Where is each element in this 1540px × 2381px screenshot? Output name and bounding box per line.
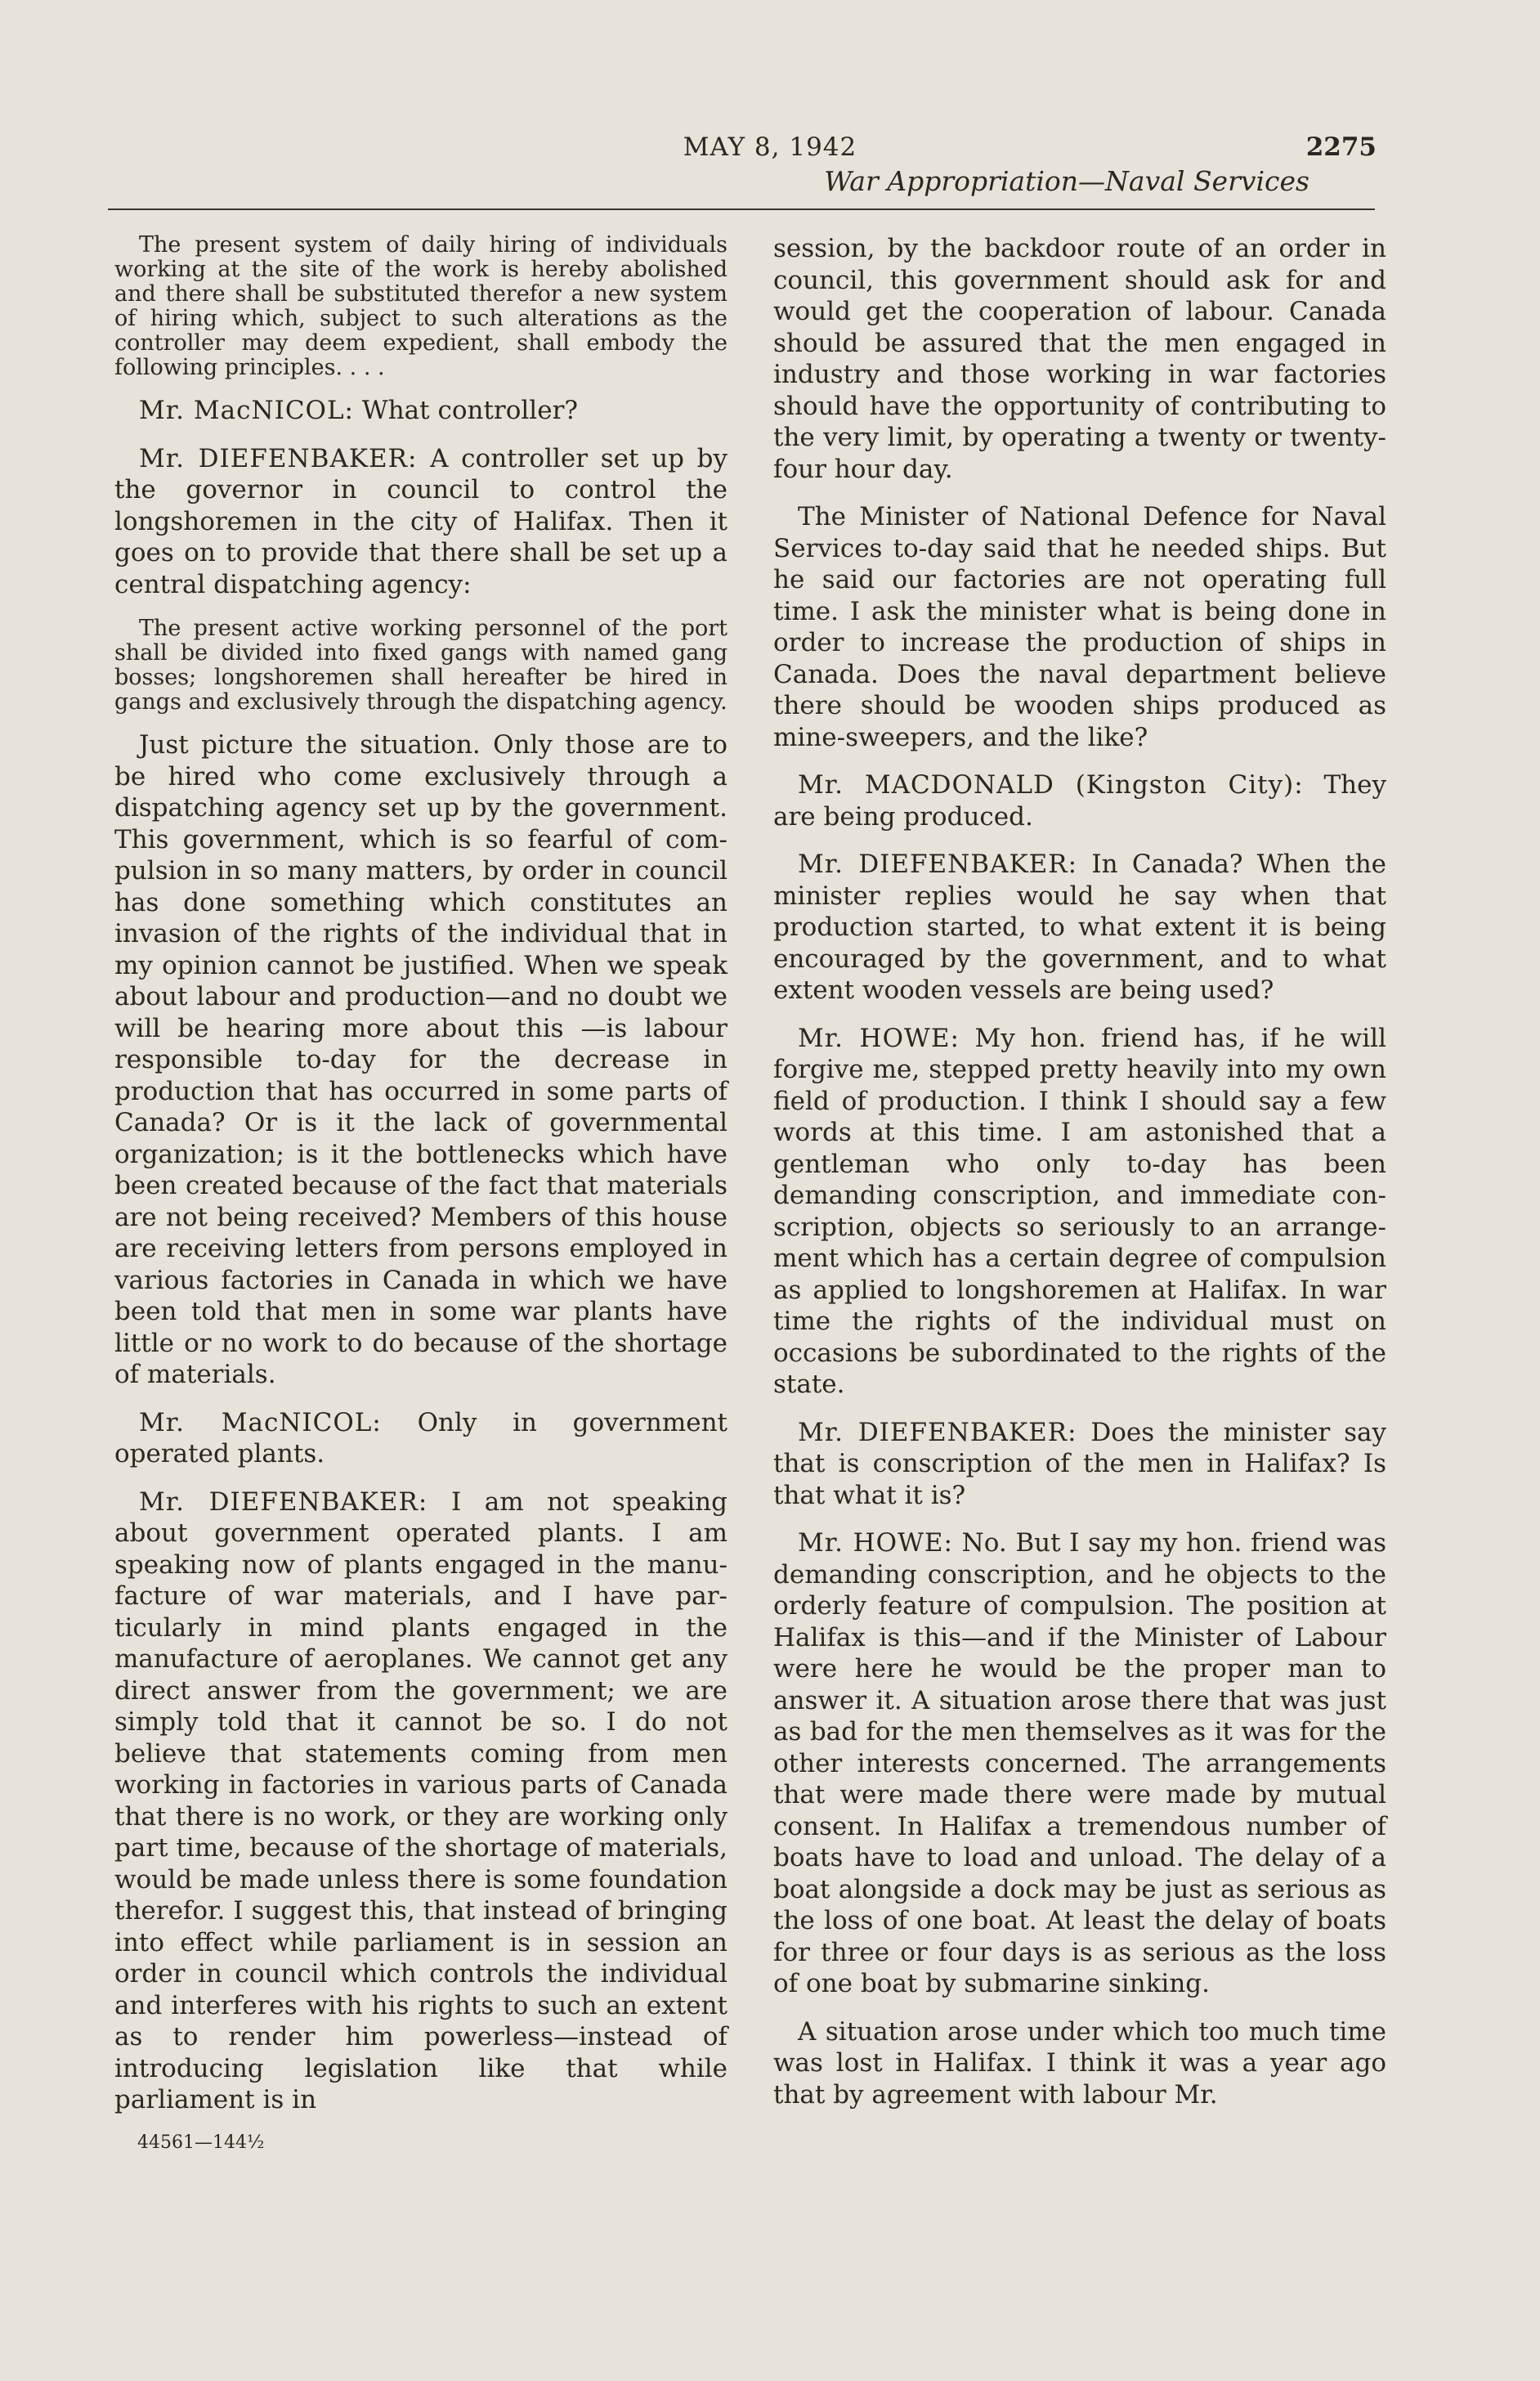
speech-text: No. But I say my hon. friend was demanding conscription, and he objects to the orderly feature of compulsion. The position at Halifax is this—and if the Minister of Labour were here he would be the proper man to answer it. A situation arose there that was just as bad for the men themselves as it was for the other interests concerned. The arrangements that were made there were made by mutual consent. In Halifax a tremendous number of boats have to load and unload. The delay of a boat alongside a dock may be just as serious as the loss of one boat. At least the delay of boats for three or four days is as serious as the loss of one boat by submarine sinking. (773, 1528, 1387, 1998)
speech-paragraph (114, 1407, 727, 1470)
speech-paragraph (773, 1417, 1386, 1512)
speaker-name: Mr. MacNICOL: (139, 396, 354, 425)
speech-paragraph (773, 1023, 1386, 1401)
header-rule (108, 209, 1375, 210)
speaker-name: Mr. HOWE: (798, 1023, 960, 1053)
speech-text: They are being produced. (773, 770, 1386, 832)
quoted-order-text: The present active working personnel of the port shall be divided into fixed gangs with named gang bosses; longshoremen shall hereafter be hired in gangs and exclusively through the dispatching agency. (114, 616, 727, 715)
left-column (114, 233, 727, 2153)
speaker-name: Mr. MacNICOL: (139, 1407, 382, 1437)
speaker-name: Mr. DIEFENBAKER: (139, 1486, 428, 1517)
page-date: MAY 8, 1942 (683, 132, 857, 162)
speaker-name: Mr. DIEFENBAKER: (798, 850, 1078, 879)
speech-paragraph (773, 769, 1386, 832)
continued-paragraph: session, by the backdoor route of an order in council, this government should ask for and would get the cooperation of labour. Canada should be assured that the men engaged in industry and those working in war factories should have the opportunity of contributing to the very limit, by operating a twenty or twenty-four hour day. (773, 234, 1386, 484)
speech-text: My hon. friend has, if he will forgive me, stepped pretty heavily into my own field of production. I think I should say a few words at this time. I am astonished that a gentleman who only to-day has been demanding conscription, and immediate conscription, objects so seriously to an arrangement which has a certain degree of compulsion as applied to longshoremen at Halifax. In war time the rights of the individual must on occasions be subordinated to the rights of the state. (773, 1023, 1386, 1399)
speech-paragraph (114, 443, 727, 601)
right-column (773, 233, 1386, 2127)
body-paragraph: A situation arose under which too much time was lost in Halifax. I think it was a year ago that by agreement with labour Mr. (773, 2016, 1386, 2110)
speech-paragraph (773, 1527, 1386, 2000)
print-code: 44561—144½ (137, 2132, 265, 2153)
speech-text: What controller? (361, 396, 579, 425)
speech-paragraph (114, 1486, 727, 2116)
body-paragraph: The Minister of National Defence for Naval Services to-day said that he needed ships. But he said our factories are not operating full time. I ask the minister what is being done in order to increase the production of ships in Canada. Does the naval department believe there should be wooden ships produced as mine-sweepers, and the like? (773, 502, 1386, 752)
speech-paragraph (114, 395, 727, 427)
speech-text: I am not speaking about government operated plants. I am speaking now of plants engaged in the manufacture of war materials, and I have particularly in mind plants engaged in the manufacture of aeroplanes. We cannot get any direct answer from the government; we are simply told that it cannot be so. I do not believe that statements coming from men working in factories in various parts of Canada that there is no work, or they are working only part time, because of the shortage of materials, would be made unless there is some foundation therefor. I suggest this, that instead of bringing into effect while parliament is in session an order in council which controls the individual and interferes with his rights to such an extent as to render him powerless—instead of introducing legislation like that while parliament is in (114, 1486, 727, 2114)
running-title: War Appropriation—Naval Services (824, 165, 1309, 197)
speaker-name: Mr. DIEFENBAKER: (139, 443, 418, 473)
speech-text: Only in government operated plants. (114, 1407, 727, 1469)
speaker-name: Mr. MACDONALD (Kingston City): (798, 770, 1304, 800)
speech-paragraph (773, 849, 1386, 1007)
speech-text: A controller set up by the governor in council to control the longshoremen in the city of Halifax. Then it goes on to provide that there shall be set up a central dispatching agency: (114, 443, 727, 599)
quoted-order-text: The present system of daily hiring of individuals working at the site of the work is hereby abolished and there shall be substituted therefor a new system of hiring which, subject to such alterations as the controller may deem expedient, shall embody the following principles. . . . (114, 232, 727, 380)
speaker-name: Mr. HOWE: (798, 1528, 954, 1558)
speaker-name: Mr. DIEFENBAKER: (798, 1417, 1077, 1447)
page-number: 2275 (1305, 132, 1377, 162)
body-paragraph: Just picture the situation. Only those are to be hired who come exclusively through a dispatching agency set up by the government. This government, which is so fearful of compulsion in so many matters, by order in council has done something which constitutes an invasion of the rights of the individual that in my opinion cannot be justified. When we speak about labour and production—and no doubt we will be hearing more about this —is labour responsible to-day for the decrease in production that has occurred in some parts of Canada? Or is it the lack of governmental organization; is it the bottlenecks which have been created because of the fact that materials are not being received? Members of this house are receiving letters from persons employed in various factories in Canada in which we have been told that men in some war plants have little or no work to do because of the shortage of materials. (114, 730, 727, 1389)
speech-text: In Canada? When the minister replies would he say when that production started, to what extent it is being encouraged by the government, and to what extent wooden vessels are being used? (773, 850, 1387, 1005)
speech-text: Does the minister say that is conscription of the men in Halifax? Is that what it is? (773, 1417, 1386, 1510)
